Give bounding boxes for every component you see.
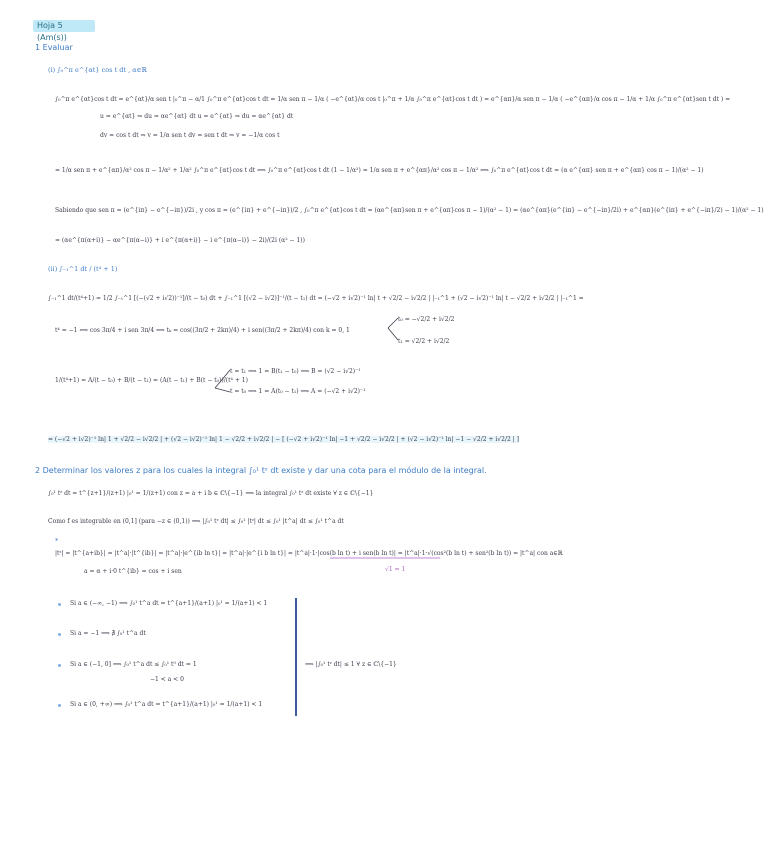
part-ii-line-3: 1/(t⁴+1) = A/(t − t₀) + B/(t − t₁) = (A(t − t₁) + B(t − t₀))/(t⁴ + 1) [55, 377, 248, 384]
sheet-tag: Hoja 5 (Am(s)) [33, 20, 95, 32]
ex2-line-3: |tᶻ| = |t^{a+ib}| = |t^a|·|t^{ib}| = |t^a|·|e^{ib ln t}| = |t^a|·|e^{i b ln t}| = |t^a|·1·|cos(b ln t) + i sen(b ln t)| = |t^a|·1·√(cos²(b ln t) + sen²(b ln t)) = |t^a| con a∈ℝ [55, 550, 563, 557]
part-i-line-5: Sabiendo que sen π = (e^{iπ} − e^{−iπ})/2i , y cos π = (e^{iπ} + e^{−iπ})/2 , ∫₀^π e^{αt}cos t dt = (αe^{απ}sen π + e^{απ}cos π − 1)/(α² − 1) = (αe^{απ}(e^{iπ} − e^{−iπ}/2i) + e^{απ}(e^{iπ} + e^{−iπ}/2) − 1)/(α² − 1) [55, 207, 764, 214]
part-i-line-6: = (αe^{π(α+i)} − αe^{π(α−i)} + i e^{π(α+i)} − i e^{π(α−i)} − 2i)/(2i (α² − 1)) [55, 237, 305, 244]
part-ii-line-2: t⁴ = −1 ⟺ cos 3π/4 + i sen 3π/4 ⟺ tₖ = cos((3π/2 + 2kπ)/4) + i sen((3π/2 + 2kπ)/4) con k = 0, 1 [55, 327, 350, 334]
roots-lower-stroke [388, 328, 398, 340]
part-ii-line-1: ∫₋₁^1 dt/(t⁴+1) = 1/2 ∫₋₁^1 [(−(√2 + i√2))⁻¹]/(t − t₀) dt + ∫₋₁^1 [(√2 − i√2)]⁻¹/(t − t₁) dt = (−√2 + i√2)⁻¹ ln| t + √2/2 − i√2/2 | |₋₁^1 + (√2 − i√2)⁻¹ ln| t − √2/2 + i√2/2 | |₋₁^1 = [48, 295, 584, 302]
part-i-line-3: dv = cos t dt ⇒ v = 1/α sen t dv = sen t dt ⇒ v = −1/α cos t [100, 132, 280, 139]
root-t0: t₀ = −√2/2 + i√2/2 [398, 316, 455, 323]
part-i-label: (i) ∫₀^π e^{αt} cos t dt , α∈ℝ [48, 66, 147, 74]
case-3: Si a ∈ (−1, 0] ⟹ ∫₀¹ t^a dt ≤ ∫₀¹ t⁰ dt = 1 [70, 661, 197, 668]
part-i-line-4: = 1/α sen π + e^{απ}/α² cos π − 1/α² + 1/α² ∫₀^π e^{αt}cos t dt ⟺ ∫₀^π e^{αt}cos t dt (1 − 1/α²) = 1/α sen π + e^{απ}/α² cos π − 1/α² ⟺ ∫₀^π e^{αt}cos t dt = (α e^{απ} sen π + e^{απ} cos π − 1)/(α² − 1) [55, 167, 704, 174]
ex2-conclusion: ⟹ |∫₀¹ tᶻ dt| ≤ 1 ∀ z ∈ ℂ\{−1} [305, 661, 397, 668]
ex2-line-3b: a = α + i·0 t^{ib} = cos + i sen [84, 568, 182, 575]
exercise-1-title: 1 Evaluar [35, 43, 73, 52]
case-4: Si a ∈ (0, +∞) ⟹ ∫₀¹ t^a dt = t^{a+1}/(a+1) |₀¹ = 1/(a+1) < 1 [70, 701, 263, 708]
part-i-line-2: u = e^{αt} ⇒ du = αe^{αt} dt u = e^{αt} ⇒ du = αe^{αt} dt [100, 113, 294, 120]
part-i-line-1: ∫₀^π e^{αt}cos t dt = e^{αt}/α sen t |₀^π − α/1 ∫₀^π e^{αt}cos t dt = 1/α sen π − 1/α ( −e^{αt}/α cos t |₀^π + 1/α ∫₀^π e^{αt}cos t dt ) = e^{απ}/α sen π − 1/α ( −e^{απ}/α cos π − 1/α + 1/α ∫₀^π e^{αt}sen t dt ) = [55, 96, 731, 103]
exercise-2-title: 2 Determinar los valores z para los cuales la integral ∫₀¹ tᶻ dt existe y dar una cota para el módulo de la integral. [35, 466, 487, 475]
ex2-line-1: ∫₀¹ tᶻ dt = t^{z+1}/(z+1) |₀¹ = 1/(z+1) con z = a + i b ∈ ℂ\{−1} ⟹ la integral ∫₀¹ tᶻ dt existe ∀ z ∈ ℂ\{−1} [48, 490, 374, 497]
part-ii-result: = (−√2 + i√2)⁻¹ ln| 1 + √2/2 − i√2/2 | + (√2 − i√2)⁻¹ ln| 1 − √2/2 + i√2/2 | − [ (−√2 + i√2)⁻¹ ln| −1 + √2/2 − i√2/2 | + (√2 − i√2)⁻¹ ln| −1 − √2/2 + i√2/2 | ] [48, 436, 519, 443]
ex2-line-2: Como f es integrable en (0,1] (para −z ∈ (0,1)) ⟹ |∫₀¹ tᶻ dt| ≤ ∫₀¹ |tᶻ| dt ≤ ∫₀¹ |t^a| dt ≤ ∫₀¹ t^a dt [48, 518, 344, 525]
sqrt-note: √1 = 1 [385, 566, 406, 573]
root-t1: t₁ = √2/2 + i√2/2 [398, 338, 450, 345]
case-1: Si a ∈ (−∞, −1) ⟹ ∫₀¹ t^a dt = t^{a+1}/(a+1) |₀¹ = 1/(a+1) < 1 [70, 600, 268, 607]
case-t1: t = t₁ ⟹ 1 = B(t₁ − t₀) ⟹ B = (√2 − i√2)⁻¹ [230, 368, 361, 375]
bracket-lower-stroke [215, 388, 230, 392]
bracket-upper-stroke [215, 370, 230, 388]
roots-upper-stroke [388, 318, 398, 328]
case-2: Si a = −1 ⟹ ∄ ∫₀¹ t^a dt [70, 630, 146, 637]
case-t0: t = t₀ ⟹ 1 = A(t₀ − t₁) ⟹ A = (−√2 + i√2)⁻¹ [230, 388, 366, 395]
ex2-star: * [55, 537, 59, 545]
case-3-note: −1 < a < 0 [150, 676, 184, 683]
part-ii-label: (ii) ∫₋₁^1 dt / (t⁴ + 1) [48, 265, 118, 273]
